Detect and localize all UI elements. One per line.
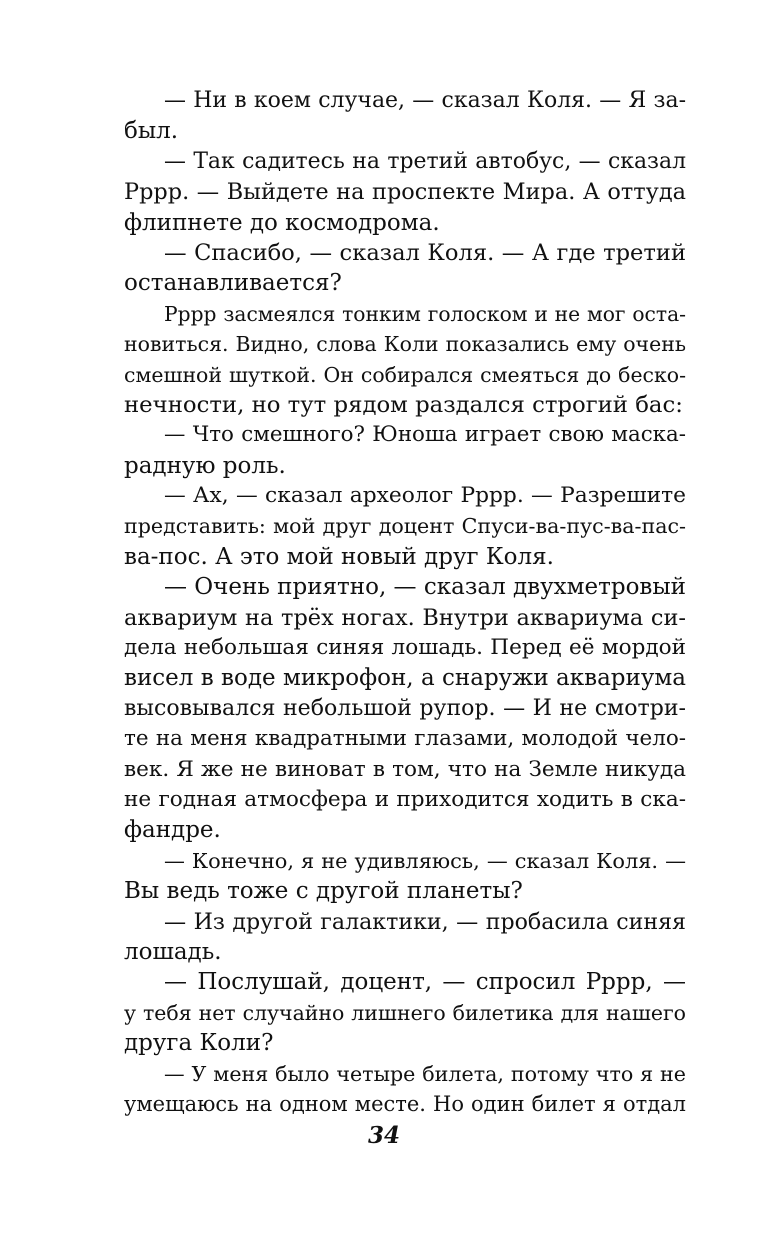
- text-line: аквариум на трёх ногах. Внутри аквариума си-: [124, 604, 686, 631]
- text-line: радную роль.: [124, 452, 286, 479]
- text-line: флипнете до космодрома.: [124, 209, 440, 236]
- text-line: — Что смешного? Юноша играет свою маска-: [164, 422, 686, 448]
- text-line: — Из другой галактики, — пробасила синяя: [164, 908, 686, 935]
- text-line: у тебя нет случайно лишнего билетика для нашего: [124, 1000, 686, 1025]
- text-line: друга Коли?: [124, 1030, 274, 1057]
- text-line: Рррр засмеялся тонким голоском и не мог оста-: [164, 301, 686, 326]
- text-line: — Спасибо, — сказал Коля. — А где третий: [164, 239, 686, 266]
- text-line: умещаюсь на одном месте. Но один билет я отдал: [124, 1091, 686, 1116]
- text-line: — У меня было четыре билета, потому что я не: [164, 1061, 686, 1086]
- text-line: нечности, но тут рядом раздался строгий бас:: [124, 391, 683, 418]
- text-line: новиться. Видно, слова Коли показались ему очень: [124, 332, 686, 357]
- text-line: высовывался небольшой рупор. — И не смотри-: [124, 695, 686, 721]
- body-text: [124, 86, 686, 1119]
- text-line: дела небольшая синяя лошадь. Перед её мордой: [124, 635, 686, 661]
- page-number: 34: [367, 1122, 400, 1149]
- text-line: — Послушай, доцент, — спросил Рррр, —: [164, 969, 686, 996]
- text-line: смешной шуткой. Он собирался смеяться до беско-: [124, 362, 686, 387]
- text-line: Рррр. — Выйдете на проспекте Мира. А оттуда: [124, 179, 686, 206]
- text-line: фандре.: [124, 817, 221, 844]
- text-line: был.: [124, 118, 179, 145]
- text-line: — Конечно, я не удивляюсь, — сказал Коля. —: [164, 848, 686, 873]
- text-line: век. Я же не виноват в том, что на Земле никуда: [124, 756, 686, 782]
- text-line: висел в воде микрофон, а снаружи аквариума: [124, 665, 686, 692]
- text-line: — Так садитесь на третий автобус, — сказал: [164, 148, 686, 174]
- text-line: — Ни в коем случае, — сказал Коля. — Я за-: [164, 88, 686, 113]
- text-line: ва-пос. А это мой новый друг Коля.: [124, 543, 554, 570]
- text-line: останавливается?: [124, 270, 342, 297]
- text-line: не годная атмосфера и приходится ходить в ска-: [124, 786, 686, 812]
- text-line: — Ах, — сказал археолог Рррр. — Разрешите: [164, 483, 686, 509]
- text-line: те на меня квадратными глазами, молодой чело-: [124, 726, 686, 752]
- text-line: лошадь.: [124, 938, 222, 965]
- text-line: — Очень приятно, — сказал двухметровый: [164, 574, 687, 601]
- text-line: Вы ведь тоже с другой планеты?: [124, 878, 523, 905]
- text-line: представить: мой друг доцент Спуси-ва-пус-ва-пас-: [124, 514, 686, 539]
